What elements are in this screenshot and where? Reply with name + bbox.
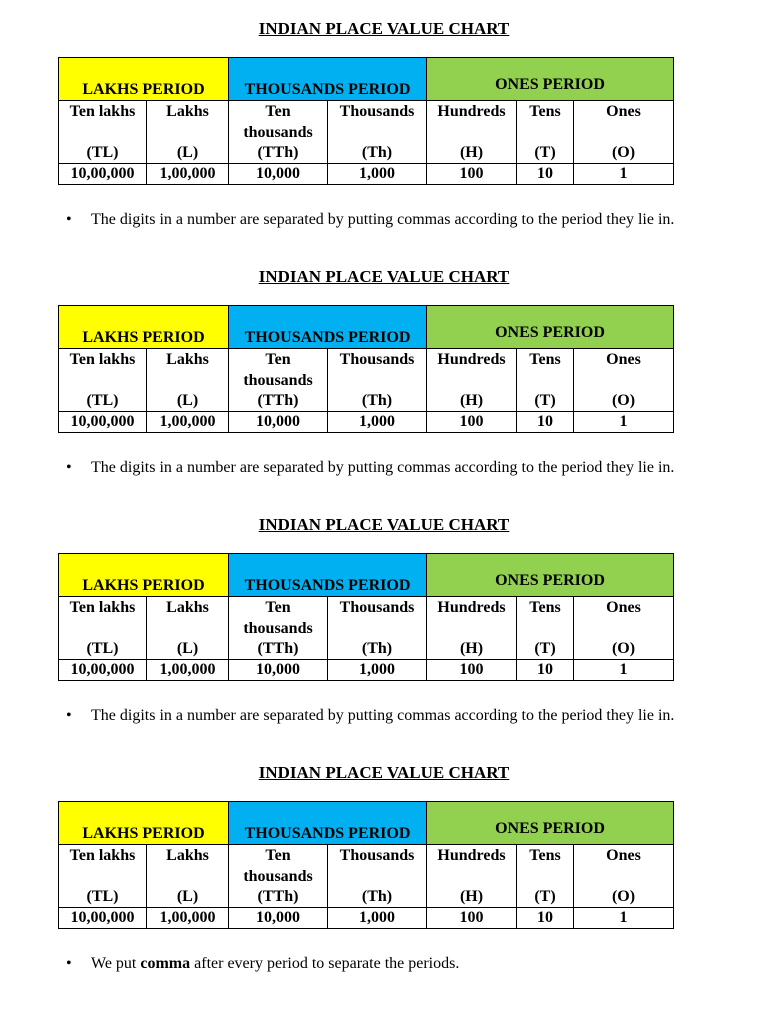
place-header-cell: Ten lakhs (TL)	[59, 597, 147, 660]
place-header-cell: Hundreds (H)	[427, 101, 517, 164]
place-value-cell: 10,00,000	[59, 412, 147, 433]
ones-period-cell: ONES PERIOD	[427, 58, 674, 101]
place-header-cell: Thousands (Th)	[328, 845, 427, 908]
place-value-cell: 10,000	[229, 164, 328, 185]
place-value-cell: 10,00,000	[59, 908, 147, 929]
place-value-table	[58, 305, 674, 433]
place-header-cell: Tens (T)	[517, 597, 574, 660]
place-name-row	[59, 101, 674, 164]
bullet-icon: •	[66, 211, 72, 228]
bullet-text: The digits in a number are separated by putting commas according to the period they lie in.	[91, 707, 675, 724]
period-row	[59, 58, 674, 101]
place-header-cell: Thousands (Th)	[328, 349, 427, 412]
place-header-cell: Ten lakhs (TL)	[59, 101, 147, 164]
place-value-cell: 100	[427, 908, 517, 929]
period-row	[59, 554, 674, 597]
place-header-cell: Ones (O)	[574, 349, 674, 412]
place-value-cell: 100	[427, 164, 517, 185]
place-value-cell: 10	[517, 660, 574, 681]
place-value-cell: 10,000	[229, 660, 328, 681]
place-value-row	[59, 164, 674, 185]
place-value-cell: 10,000	[229, 908, 328, 929]
ones-period-cell: ONES PERIOD	[427, 554, 674, 597]
bullet-text: The digits in a number are separated by putting commas according to the period they lie in.	[91, 459, 675, 476]
place-name-row	[59, 349, 674, 412]
place-value-cell: 1,00,000	[147, 164, 229, 185]
thousands-period-cell: THOUSANDS PERIOD	[229, 306, 427, 349]
place-header-cell: Thousands (Th)	[328, 597, 427, 660]
place-value-cell: 1,000	[328, 412, 427, 433]
place-name-row	[59, 597, 674, 660]
place-header-cell: Hundreds (H)	[427, 349, 517, 412]
place-header-cell: Ten thousands (TTh)	[229, 597, 328, 660]
place-header-cell: Lakhs (L)	[147, 845, 229, 908]
place-header-cell: Hundreds (H)	[427, 597, 517, 660]
place-header-cell: Ten thousands (TTh)	[229, 845, 328, 908]
place-value-cell: 10	[517, 908, 574, 929]
place-value-table	[58, 801, 674, 929]
chart-title: INDIAN PLACE VALUE CHART	[258, 763, 510, 782]
place-value-cell: 1	[574, 660, 674, 681]
place-value-table	[58, 553, 674, 681]
place-name-row	[59, 845, 674, 908]
place-header-cell: Ones (O)	[574, 597, 674, 660]
place-header-cell: Hundreds (H)	[427, 845, 517, 908]
place-value-cell: 1,000	[328, 164, 427, 185]
bullet-icon: •	[66, 955, 72, 972]
bullet-icon: •	[66, 707, 72, 724]
period-row	[59, 802, 674, 845]
bullet-point	[66, 704, 716, 727]
place-value-cell: 100	[427, 660, 517, 681]
place-header-cell: Lakhs (L)	[147, 349, 229, 412]
place-value-cell: 1	[574, 908, 674, 929]
place-header-cell: Ten lakhs (TL)	[59, 845, 147, 908]
place-header-cell: Tens (T)	[517, 349, 574, 412]
place-value-cell: 1,00,000	[147, 908, 229, 929]
place-header-cell: Ones (O)	[574, 845, 674, 908]
place-header-cell: Ones (O)	[574, 101, 674, 164]
lakhs-period-cell: LAKHS PERIOD	[59, 802, 229, 845]
thousands-period-cell: THOUSANDS PERIOD	[229, 554, 427, 597]
period-row	[59, 306, 674, 349]
place-value-cell: 100	[427, 412, 517, 433]
chart-title: INDIAN PLACE VALUE CHART	[258, 19, 510, 38]
lakhs-period-cell: LAKHS PERIOD	[59, 554, 229, 597]
bullet-point	[66, 208, 716, 231]
place-value-cell: 1,00,000	[147, 412, 229, 433]
bullet-point	[66, 952, 716, 975]
place-header-cell: Ten thousands (TTh)	[229, 101, 328, 164]
place-value-cell: 1	[574, 164, 674, 185]
place-value-cell: 1	[574, 412, 674, 433]
bullet-text: The digits in a number are separated by putting commas according to the period they lie in.	[91, 211, 675, 228]
chart-title: INDIAN PLACE VALUE CHART	[258, 515, 510, 534]
place-value-cell: 1,000	[328, 908, 427, 929]
ones-period-cell: ONES PERIOD	[427, 802, 674, 845]
place-header-cell: Ten lakhs (TL)	[59, 349, 147, 412]
thousands-period-cell: THOUSANDS PERIOD	[229, 802, 427, 845]
place-value-cell: 10,000	[229, 412, 328, 433]
place-header-cell: Thousands (Th)	[328, 101, 427, 164]
lakhs-period-cell: LAKHS PERIOD	[59, 306, 229, 349]
place-header-cell: Tens (T)	[517, 101, 574, 164]
bullet-text: We put comma after every period to separate the periods.	[91, 955, 460, 972]
place-value-row	[59, 660, 674, 681]
place-header-cell: Ten thousands (TTh)	[229, 349, 328, 412]
place-value-row	[59, 908, 674, 929]
place-value-cell: 10,00,000	[59, 164, 147, 185]
place-header-cell: Lakhs (L)	[147, 101, 229, 164]
place-value-cell: 10	[517, 164, 574, 185]
place-value-cell: 1,00,000	[147, 660, 229, 681]
bullet-icon: •	[66, 459, 72, 476]
thousands-period-cell: THOUSANDS PERIOD	[229, 58, 427, 101]
chart-title: INDIAN PLACE VALUE CHART	[258, 267, 510, 286]
place-header-cell: Tens (T)	[517, 845, 574, 908]
bullet-point	[66, 456, 716, 479]
lakhs-period-cell: LAKHS PERIOD	[59, 58, 229, 101]
ones-period-cell: ONES PERIOD	[427, 306, 674, 349]
place-header-cell: Lakhs (L)	[147, 597, 229, 660]
place-value-table	[58, 57, 674, 185]
place-value-cell: 10,00,000	[59, 660, 147, 681]
place-value-cell: 10	[517, 412, 574, 433]
place-value-cell: 1,000	[328, 660, 427, 681]
place-value-row	[59, 412, 674, 433]
